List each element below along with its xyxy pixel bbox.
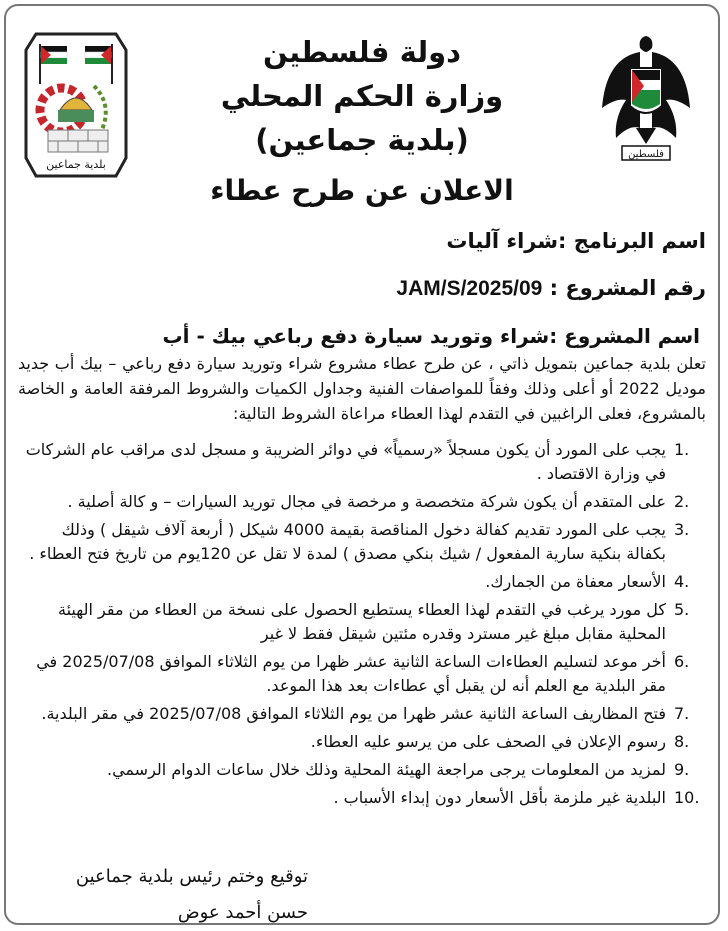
state-name: دولة فلسطين xyxy=(262,35,461,69)
emblem-caption: فلسطين xyxy=(628,149,664,160)
list-item xyxy=(22,650,708,698)
item-text: فتح المظاريف الساعة الثانية عشر ظهرا من يوم الثلاثاء الموافق 2025/07/08 في مقر البلدية. xyxy=(41,704,666,723)
list-item xyxy=(22,518,708,566)
item-text: كل مورد يرغب في التقدم لهذا العطاء يستطيع الحصول على نسخة من العطاء من مقر الهيئة المحلية مقابل مبلغ غير مسترد وقدره مئتين شيقل فقط لا غير xyxy=(58,600,666,643)
announcement-page xyxy=(4,4,720,925)
project-name-label: اسم المشروع : xyxy=(549,324,700,348)
item-text: البلدية غير ملزمة بأقل الأسعار دون إبداء الأسباب . xyxy=(333,788,666,807)
intro-paragraph: تعلن بلدية جماعين بتمويل ذاتي ، عن طرح عطاء مشروع شراء وتوريد سيارة دفع رباعي – بيك أب جديد موديل 2022 أو أعلى وذلك وفقاً للمواصفات الفنية وجداول الكميات والشروط المرفقة العامة و الخاصة بالمشروع، فعلى الراغبين في التقدم لهذا العطاء مراعاة الشروط التالية: xyxy=(18,354,706,423)
project-number-line xyxy=(396,276,706,301)
signatory-name: حسن أحمد عوض xyxy=(177,902,308,923)
item-number: 1. xyxy=(674,440,690,459)
item-text: يجب على المورد أن يكون مسجلاً «رسمياً» في دوائر الضريبة و مسجل لدى مراقب عام الشركات في وزارة الاقتصاد . xyxy=(25,440,666,483)
item-number: 10. xyxy=(674,788,700,807)
announcement-title: الاعلان عن طرح عطاء xyxy=(210,174,514,207)
project-name-line xyxy=(163,324,700,348)
item-number: 2. xyxy=(674,492,690,511)
signature-block xyxy=(76,859,308,931)
item-text: على المتقدم أن يكون شركة متخصصة و مرخصة في مجال توريد السيارات – و كالة أصلية . xyxy=(67,492,666,511)
conditions-list xyxy=(22,438,708,814)
item-text: رسوم الإعلان في الصحف على من يرسو عليه العطاء. xyxy=(310,732,666,751)
item-number: 4. xyxy=(674,572,690,591)
item-number: 5. xyxy=(674,600,690,619)
item-number: 6. xyxy=(674,652,690,671)
project-name-value: شراء وتوريد سيارة دفع رباعي بيك - أب xyxy=(162,324,550,348)
list-item xyxy=(22,598,708,646)
item-text: أخر موعد لتسليم العطاءات الساعة الثانية عشر ظهرا من يوم الثلاثاء الموافق 2025/07/08 في مقر البلدية مع العلم أنه لن يقبل أي عطاءات بعد هذا الموعد. xyxy=(36,652,666,695)
item-text: يجب على المورد تقديم كفالة دخول المناقصة بقيمة 4000 شيكل ( أربعة آلاف شيقل ) وذلك بكفالة بنكية سارية المفعول / شيك بنكي مصدق ) لمدة لا تقل عن 120يوم من تاريخ فتح العطاء . xyxy=(29,520,666,563)
item-number: 8. xyxy=(674,732,690,751)
item-text: لمزيد من المعلومات يرجى مراجعة الهيئة المحلية وذلك خلال ساعات الدوام الرسمي. xyxy=(107,760,666,779)
program-value: شراء آليات xyxy=(446,229,559,253)
program-label: اسم البرنامج : xyxy=(558,229,706,253)
item-number: 3. xyxy=(674,520,690,539)
list-item xyxy=(22,438,708,486)
eagle-emblem-icon xyxy=(596,28,696,168)
project-number-label: رقم المشروع : xyxy=(549,276,706,300)
list-item xyxy=(22,786,708,810)
municipality-seal-caption: بلدية جماعين xyxy=(46,158,106,171)
item-text: الأسعار معفاة من الجمارك. xyxy=(485,572,666,591)
list-item xyxy=(22,758,708,782)
signature-title: توقيع وختم رئيس بلدية جماعين xyxy=(75,866,308,887)
ministry-name: وزارة الحكم المحلي xyxy=(220,79,504,113)
list-item xyxy=(22,730,708,754)
item-number: 9. xyxy=(674,760,690,779)
project-number-value: JAM/S/2025/09 xyxy=(396,277,543,300)
program-line xyxy=(446,229,706,253)
item-number: 7. xyxy=(674,704,690,723)
letterhead xyxy=(146,30,578,162)
municipality-seal-icon xyxy=(22,30,130,180)
municipality-name: (بلدية جماعين) xyxy=(255,123,469,157)
list-item xyxy=(22,490,708,514)
list-item xyxy=(22,702,708,726)
list-item xyxy=(22,570,708,594)
